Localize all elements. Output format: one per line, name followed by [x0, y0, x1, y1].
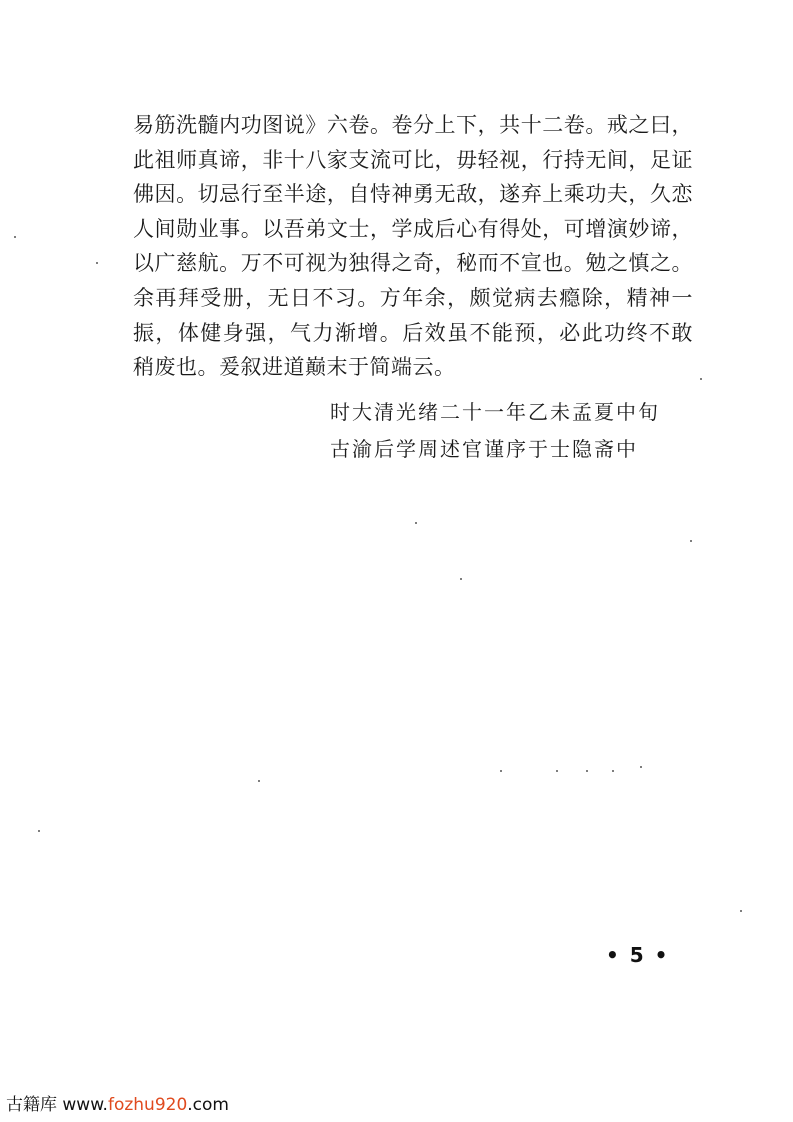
- watermark-domain: fozhu920: [107, 1095, 188, 1115]
- preface-body: [133, 108, 693, 385]
- scan-speck: [38, 830, 40, 832]
- body-line-7: 振，体健身强，气力渐增。后效虽不能预，必此功终不敢: [133, 320, 693, 345]
- signature-date-line: 时大清光绪二十一年乙未孟夏中旬: [330, 400, 660, 424]
- preface-signature: [330, 394, 670, 468]
- watermark-prefix: 古籍库 www.: [6, 1095, 108, 1115]
- body-line-6: 余再拜受册，无日不习。方年余，颇觉病去瘾除，精神一: [133, 285, 693, 310]
- body-line-1: 易筋洗髓内功图说》六卷。卷分上下，共十二卷。戒之曰，: [133, 113, 693, 137]
- scan-speck: [740, 910, 742, 912]
- scan-speck: [500, 770, 502, 772]
- scan-speck: [460, 578, 462, 580]
- scan-speck: [415, 522, 417, 524]
- scan-speck: [14, 236, 16, 238]
- scan-speck: [556, 770, 558, 772]
- scan-speck: [690, 540, 692, 542]
- body-line-2: 此祖师真谛，非十八家支流可比，毋轻视，行持无间，足证: [133, 147, 693, 172]
- watermark-suffix: .com: [187, 1095, 229, 1115]
- scan-speck: [586, 770, 588, 772]
- scan-speck: [96, 262, 98, 264]
- site-watermark: [6, 1090, 229, 1115]
- page-number: • 5 •: [606, 943, 670, 967]
- scan-speck: [640, 766, 642, 768]
- body-line-5: 以广慈航。万不可视为独得之奇，秘而不宣也。勉之慎之。: [133, 251, 693, 276]
- scan-speck: [258, 780, 260, 782]
- signature-author-line: 古渝后学周述官谨序于士隐斋中: [330, 437, 638, 461]
- scan-speck: [700, 378, 702, 380]
- body-line-8: 稍废也。爰叙进道巅末于简端云。: [133, 355, 456, 380]
- scan-speck: [612, 770, 614, 772]
- body-line-3: 佛因。切忌行至半途，自恃神勇无敌，遂弃上乘功夫，久恋: [133, 182, 693, 207]
- body-line-4: 人间勋业事。以吾弟文士，学成后心有得处，可增演妙谛，: [133, 216, 693, 241]
